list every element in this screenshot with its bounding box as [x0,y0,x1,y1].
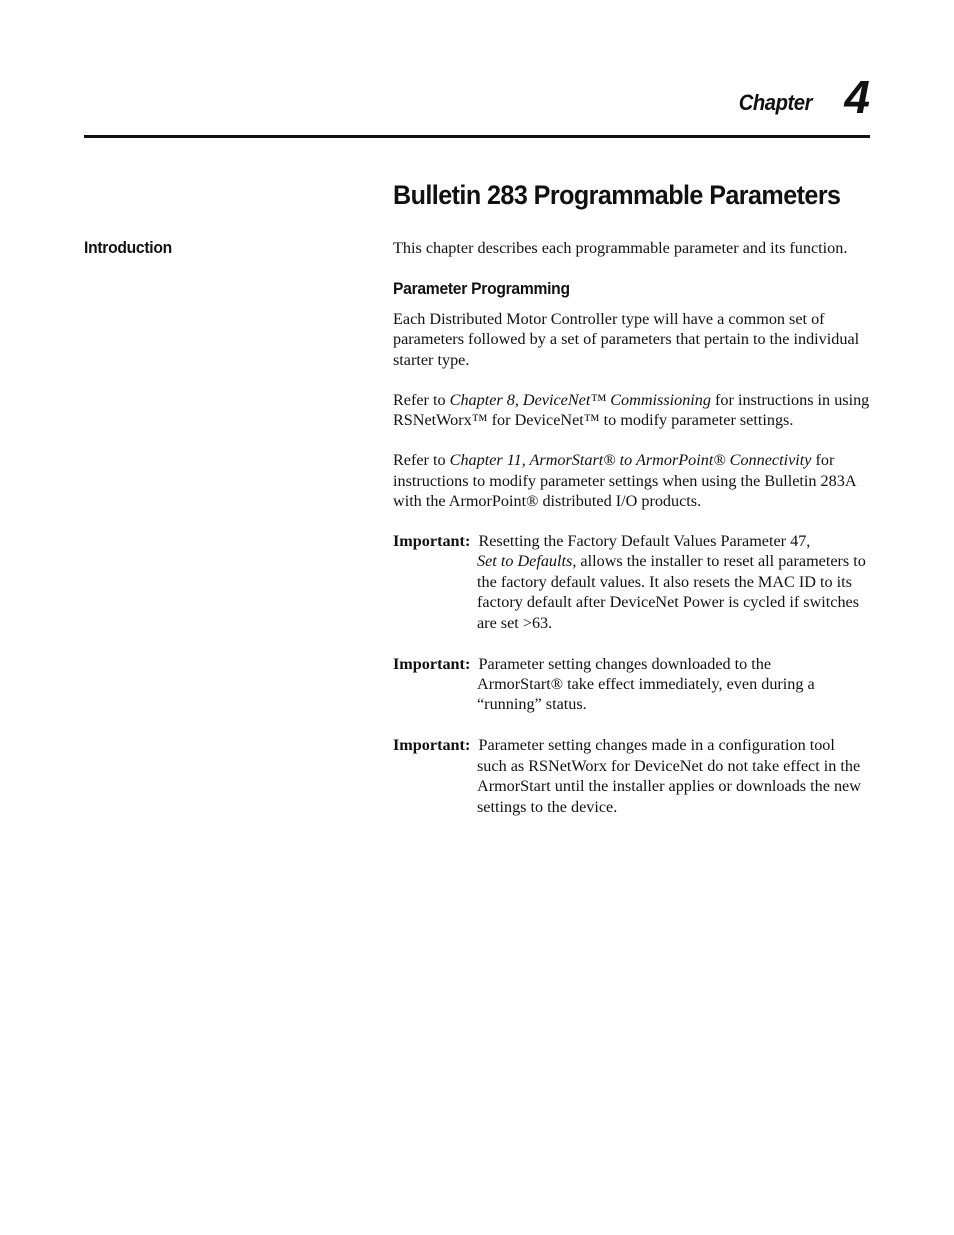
reference-prefix: Refer to [393,451,450,470]
parameter-reference: Set to Defaults [477,552,573,571]
reference-suffix: for instructions to modify parameter settings when using the Bulletin 283A with the ArmorPoint® distributed I/O products. [393,451,856,511]
important-note-lead: Parameter setting changes downloaded to the [478,654,772,673]
important-note [393,531,871,633]
important-note [393,654,871,715]
important-note-lead: Parameter setting changes made in a configuration tool [478,736,835,755]
important-note-first-line [393,735,871,755]
important-note-body: ArmorStart® take effect immediately, even during a “running” status. [477,675,815,714]
chapter-label: Chapter [738,90,812,115]
important-label: Important: [393,532,471,551]
important-note-first-line [393,531,871,551]
paragraph-controller-types: Each Distributed Motor Controller type will have a common set of parameters followed by a set of parameters that pertain to the individual starter type. [393,310,860,369]
reference-suffix: for instructions in using RSNetWorx™ for DeviceNet™ to modify parameter settings. [393,390,870,430]
important-note-body: such as RSNetWorx for DeviceNet do not take effect in the ArmorStart until the installer applies or downloads the new settings to the device. [477,756,861,816]
important-note-lead: Resetting the Factory Default Values Parameter 47, [478,532,811,551]
important-note-body [393,551,871,633]
sidebar-heading-introduction: Introduction [84,238,172,257]
chapter-number: 4 [844,71,870,123]
intro-paragraph: This chapter describes each programmable parameter and its function. [393,239,848,257]
chapter-reference-link: Chapter 8, DeviceNet™ Commissioning [449,390,711,409]
paragraph-armorpoint-reference [393,450,871,511]
important-note-continuation: , allows the installer to reset all parameters to the factory default values. It also resets the MAC ID to its factory default after DeviceNet Power is cycled if switches are set >63. [477,552,866,632]
chapter-reference-link: Chapter 11, ArmorStart® to ArmorPoint® Connectivity [449,451,812,470]
header-rule [84,135,870,138]
reference-prefix: Refer to [393,390,450,409]
important-label: Important: [393,736,471,755]
body-column [393,238,871,838]
page-title: Bulletin 283 Programmable Parameters [393,180,841,210]
important-note [393,735,871,817]
paragraph-devicenet-reference [393,390,871,431]
section-heading: Parameter Programming [393,279,570,298]
important-note-first-line [393,654,871,674]
important-label: Important: [393,654,471,673]
